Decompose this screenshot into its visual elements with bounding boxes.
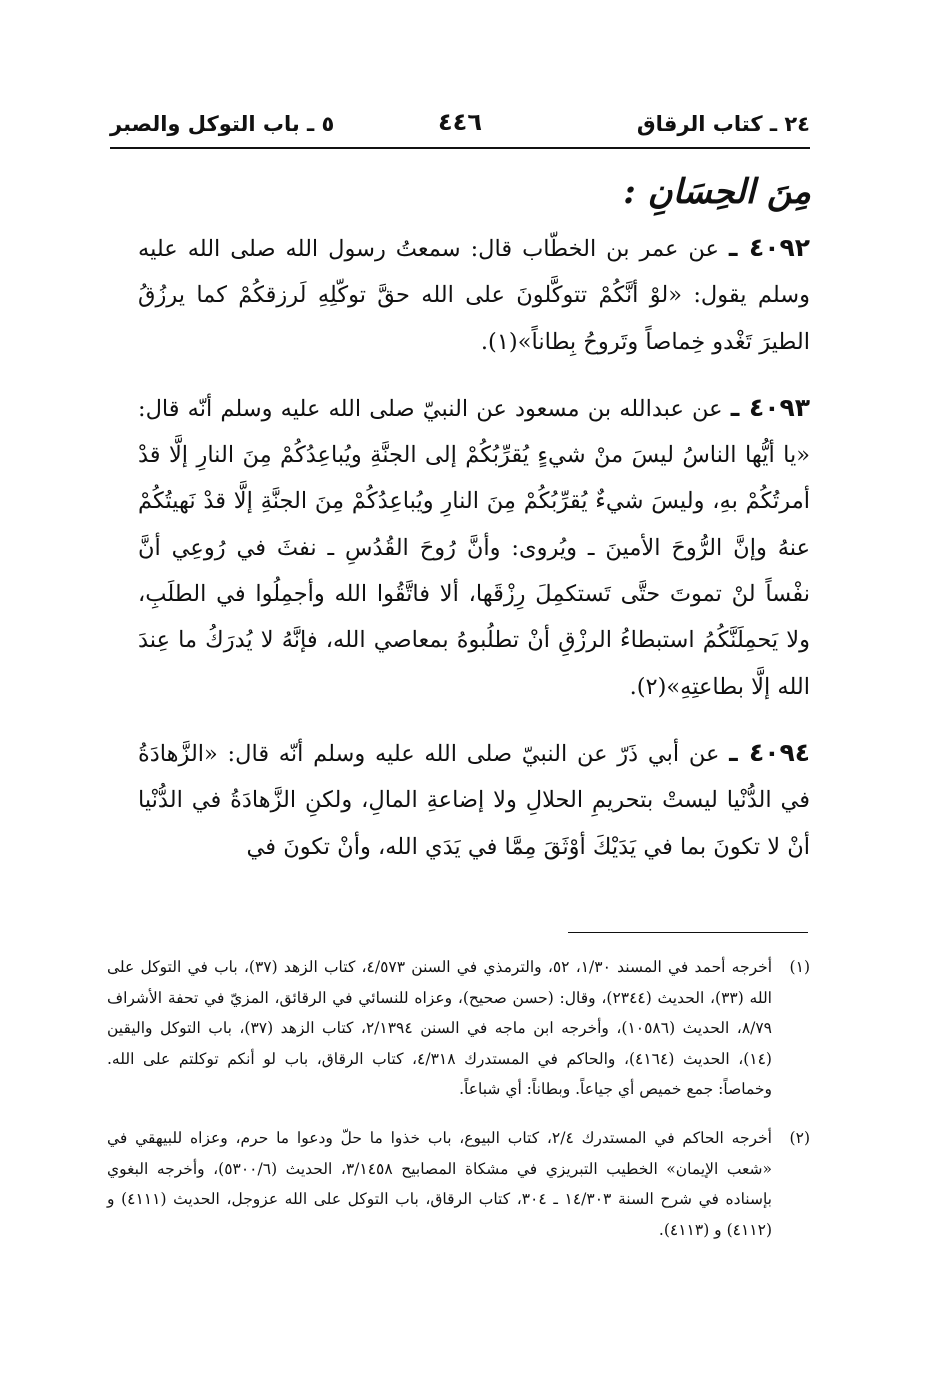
footnote-text: أخرجه أحمد في المسند ١/٣٠، ٥٢، والترمذي في السنن ٤/٥٧٣، كتاب الزهد (٣٧)، باب في التوكل على الله (٣٣)، الحديث (٢٣٤٤)، وقال: (حسن صحيح)، وعزاه للنسائي في الرقائق، المزيّ في تحفة الأشراف ٨/٧٩، الحديث (١٠٥٨٦)، وأخرجه ابن ماجه في السنن ٢/١٣٩٤، كتاب الزهد (٣٧)، باب التوكل واليقين (١٤)، الحديث (٤١٦٤)، والحاكم في المستدرك ٤/٣١٨، كتاب الرقاق، باب لو أنكم توكلتم على الله. وخماصاً: جمع خميص أي جياعاً. وبطاناً: أي شباعاً. bbox=[107, 958, 773, 1099]
footnote-marker: (٢) bbox=[789, 1128, 810, 1147]
main-text bbox=[138, 225, 810, 890]
footnote-marker: (١) bbox=[789, 958, 810, 976]
hadith-text: عن عبدالله بن مسعود عن النبيّ صلى الله عليه وسلم أنّه قال: «يا أيُّها الناسُ ليسَ منْ شيءٍ يُقرِّبُكُمْ إلى الجنَّةِ ويُباعِدُكُمْ مِنَ النارِ إلَّا قدْ أمرتُكُمْ بهِ، وليسَ شيءٌ يُقرِّبُكُمْ مِنَ النارِ ويُباعِدُكُمْ مِنَ الجنَّةِ إلَّا قدْ نَهيتُكُمْ عنهُ وإنَّ الرُّوحَ الأمينَ ـ ويُروى: وأنَّ رُوحَ القُدُسِ ـ نفثَ في رُوعِي أنَّ نفْساً لنْ تموتَ حتَّى تَستكمِلَ رِزْقَها، ألا فاتَّقُوا الله وأجمِلُوا في الطلَبِ، ولا يَحمِلَنَّكُمُ استبطاءُ الرزْقِ أنْ تطلُبوهُ بمعاصي الله، فإنَّهُ لا يُدرَكُ ما عِندَ الله إلَّا بطاعتِهِ»(٢). bbox=[138, 395, 810, 700]
chapter-title: ٢٤ ـ كتاب الرقاق bbox=[636, 112, 810, 136]
running-header bbox=[110, 108, 810, 144]
hadith-text: عن أبي ذَرّ عن النبيّ صلى الله عليه وسلم أنّه قال: «الزَّهادَةُ في الدُّنْيا ليستْ بتحريمِ الحلالِ ولا إضاعةِ المالِ، ولكنِ الزَّهادَةُ في الدُّنْيا أنْ لا تكونَ بما في يَدَيْكَ أوْثَقَ مِمَّا في يَدَي الله، وأنْ تكونَ في bbox=[138, 740, 810, 860]
section-title: ٥ ـ باب التوكل والصبر bbox=[110, 112, 335, 136]
footnotes bbox=[107, 952, 810, 1263]
hadith-paragraph bbox=[138, 730, 810, 870]
footnote bbox=[107, 952, 810, 1105]
footnote-text: أخرجه الحاكم في المستدرك ٢/٤، كتاب البيوع، باب خذوا ما حلّ ودعوا ما حرم، وعزاه للبيهقي في «شعب الإيمان» الخطيب التبريزي في مشكاة المصابيح ٣/١٤٥٨، الحديث (٥٣٠٠/٦)، وأخرجه البغوي بإسناده في شرح السنة ١٤/٣٠٣ ـ ٣٠٤، كتاب الرقاق، باب التوكل على الله عزوجل، الحديث (٤١١١) و (٤١١٢) و (٤١١٣). bbox=[107, 1128, 772, 1239]
page-number: ٤٤٦ bbox=[438, 108, 482, 136]
hadith-text: عن عمر بن الخطّاب قال: سمعتُ رسول الله صلى الله عليه وسلم يقول: «لوْ أنَّكُمْ تتوكَّلونَ على الله حقَّ توكّلِهِ لَرزقكُمْ كما يرزُقُ الطيرَ تَغْدو خِماصاً وتَروحُ بِطاناً»(١). bbox=[138, 236, 810, 355]
hadith-number: ٤٠٩٣ ـ bbox=[730, 392, 810, 422]
hadith-number: ٤٠٩٢ ـ bbox=[728, 233, 811, 262]
hadith-number: ٤٠٩٤ ـ bbox=[729, 737, 810, 767]
hadith-paragraph bbox=[138, 385, 810, 710]
header-divider bbox=[110, 147, 810, 149]
section-heading: مِنَ الحِسَانِ : bbox=[623, 172, 811, 212]
footnote bbox=[107, 1123, 810, 1245]
hadith-paragraph bbox=[138, 225, 810, 365]
footnote-divider bbox=[568, 932, 808, 933]
